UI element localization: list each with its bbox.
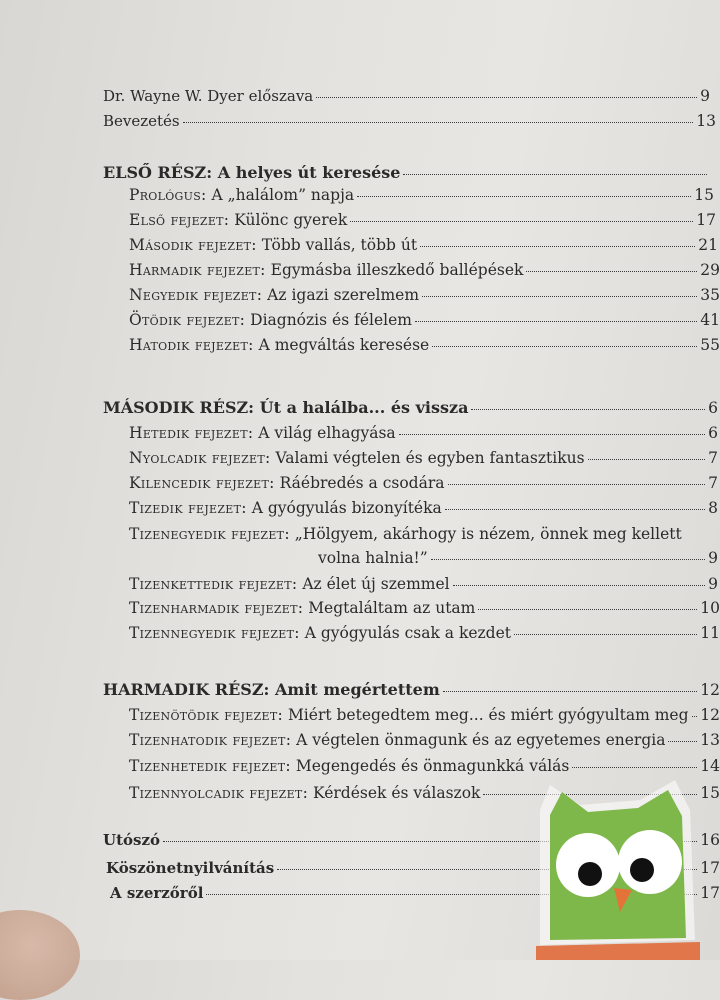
toc-page-number: 6 xyxy=(708,424,718,442)
chapter-title: A gyógyulás csak a kezdet xyxy=(304,624,511,642)
toc-page-number: 9 xyxy=(708,575,718,593)
toc-page-number: 10 xyxy=(700,599,720,617)
chapter-prefix: Hatodik fejezet: xyxy=(129,336,254,354)
leader-dots xyxy=(432,345,697,347)
toc-page-number: 55 xyxy=(700,336,720,354)
chapter-title-continuation: volna halnia!” xyxy=(318,549,428,567)
toc-chapter xyxy=(129,623,720,643)
leader-dots xyxy=(357,195,691,197)
toc-chapter xyxy=(129,423,718,443)
chapter-prefix: Tizenegyedik fejezet: xyxy=(129,525,290,543)
toc-page-number: 12 xyxy=(700,706,720,724)
leader-dots xyxy=(350,220,693,222)
toc-chapter xyxy=(129,185,714,205)
toc-page-number: 21 xyxy=(698,236,718,254)
toc-chapter-continuation xyxy=(318,548,718,568)
leader-dots xyxy=(572,766,697,768)
toc-page-number: 17 xyxy=(696,211,716,229)
toc-page-number: 7 xyxy=(708,449,718,467)
toc-page-number: 29 xyxy=(700,261,720,279)
toc-page-number: 9 xyxy=(708,549,718,567)
leader-dots xyxy=(478,608,697,610)
toc-page-number: 8 xyxy=(708,499,718,517)
chapter-title: Kérdések és válaszok xyxy=(313,784,481,802)
toc-page-number: 41 xyxy=(700,311,720,329)
chapter-title: Az élet új szemmel xyxy=(302,575,450,593)
toc-entry-introduction xyxy=(103,111,716,131)
chapter-title: Az igazi szerelmem xyxy=(267,286,420,304)
toc-chapter xyxy=(129,473,718,493)
toc-entry-label: Utószó xyxy=(103,831,160,849)
toc-page-number: 16 xyxy=(700,831,720,849)
toc-chapter xyxy=(129,335,720,355)
leader-dots xyxy=(183,121,694,123)
toc-page-number: 11 xyxy=(700,624,720,642)
chapter-prefix: Harmadik fejezet: xyxy=(129,261,266,279)
leader-dots xyxy=(403,173,707,175)
toc-chapter xyxy=(129,235,718,255)
chapter-prefix: Nyolcadik fejezet: xyxy=(129,449,271,467)
owl-logo-icon xyxy=(510,770,720,960)
toc-page-number: 15 xyxy=(700,784,720,802)
toc-part-2 xyxy=(103,398,718,418)
toc-page-number: 15 xyxy=(694,186,714,204)
chapter-prefix: Tizenharmadik fejezet: xyxy=(129,599,304,617)
toc-chapter xyxy=(129,524,689,544)
toc-page-number: 17 xyxy=(700,884,720,902)
chapter-prefix: Prológus: xyxy=(129,186,207,204)
chapter-title: Megtaláltam az utam xyxy=(308,599,476,617)
chapter-prefix: Tizenhatodik fejezet: xyxy=(129,731,292,749)
chapter-title: Ráébredés a csodára xyxy=(279,474,445,492)
leader-dots xyxy=(415,320,697,322)
part-title: ELSŐ RÉSZ: A helyes út keresése xyxy=(103,163,401,182)
toc-chapter xyxy=(129,310,720,330)
leader-dots xyxy=(448,483,706,485)
toc-page-number: 7 xyxy=(708,474,718,492)
toc-page-number: 13 xyxy=(700,731,720,749)
toc-chapter xyxy=(129,730,720,750)
leader-dots xyxy=(692,715,698,717)
chapter-title: A világ elhagyása xyxy=(258,424,396,442)
leader-dots xyxy=(420,245,695,247)
leader-dots xyxy=(526,270,697,272)
toc-chapter xyxy=(129,210,716,230)
chapter-title: A gyógyulás bizonyítéka xyxy=(251,499,442,517)
chapter-prefix: Első fejezet: xyxy=(129,211,230,229)
toc-chapter xyxy=(129,448,718,468)
chapter-title: Miért betegedtem meg... és miért gyógyultam meg xyxy=(287,706,689,724)
toc-chapter xyxy=(129,705,720,725)
toc-entry-label: Köszönetnyilvánítás xyxy=(106,859,275,877)
chapter-prefix: Hetedik fejezet: xyxy=(129,424,254,442)
toc-entry-label: Bevezetés xyxy=(103,112,180,130)
toc-entry-foreword xyxy=(103,86,710,106)
toc-page-number: 9 xyxy=(700,87,710,105)
chapter-prefix: Tizenhetedik fejezet: xyxy=(129,757,291,775)
part-title: MÁSODIK RÉSZ: Út a halálba... és vissza xyxy=(103,398,469,417)
leader-dots xyxy=(422,295,697,297)
toc-chapter xyxy=(129,574,718,594)
chapter-prefix: Tizennyolcadik fejezet: xyxy=(129,784,309,802)
toc-page-number: 35 xyxy=(700,286,720,304)
toc-page-number: 13 xyxy=(696,112,716,130)
leader-dots xyxy=(443,690,698,692)
chapter-title: Megengedés és önmagunkká válás xyxy=(295,757,570,775)
chapter-prefix: Tizenötödik fejezet: xyxy=(129,706,283,724)
chapter-prefix: Kilencedik fejezet: xyxy=(129,474,275,492)
chapter-title: A „halálom” napja xyxy=(211,186,355,204)
toc-page-number: 14 xyxy=(700,757,720,775)
chapter-title: Különc gyerek xyxy=(234,211,348,229)
chapter-title: A megváltás keresése xyxy=(258,336,430,354)
toc-chapter xyxy=(129,498,718,518)
chapter-title: „Hölgyem, akárhogy is nézem, önnek meg kellett xyxy=(294,525,682,543)
leader-dots xyxy=(471,408,705,410)
toc-chapter xyxy=(129,260,720,280)
toc-page-number: 6 xyxy=(708,399,718,417)
leader-dots xyxy=(445,508,705,510)
toc-page-number: 17 xyxy=(700,859,720,877)
toc-chapter xyxy=(129,598,720,618)
toc-part-3 xyxy=(103,680,720,700)
leader-dots xyxy=(431,558,705,560)
toc-page-number: 12 xyxy=(700,681,720,699)
chapter-prefix: Tizenkettedik fejezet: xyxy=(129,575,298,593)
chapter-prefix: Második fejezet: xyxy=(129,236,257,254)
part-title: HARMADIK RÉSZ: Amit megértettem xyxy=(103,680,440,699)
chapter-prefix: Tizennegyedik fejezet: xyxy=(129,624,300,642)
toc-chapter xyxy=(129,285,720,305)
toc-part-1 xyxy=(103,163,720,183)
toc-entry-label: Dr. Wayne W. Dyer előszava xyxy=(103,87,314,105)
leader-dots xyxy=(453,584,705,586)
leader-dots xyxy=(588,458,705,460)
chapter-title: Egymásba illeszkedő ballépések xyxy=(270,261,524,279)
chapter-title: A végtelen önmagunk és az egyetemes energia xyxy=(296,731,666,749)
chapter-title: Több vallás, több út xyxy=(261,236,418,254)
toc-entry-label: A szerzőről xyxy=(110,884,204,902)
leader-dots xyxy=(399,433,705,435)
chapter-prefix: Ötödik fejezet: xyxy=(129,311,246,329)
chapter-title: Diagnózis és félelem xyxy=(250,311,412,329)
leader-dots xyxy=(514,633,697,635)
leader-dots xyxy=(316,96,697,98)
chapter-prefix: Negyedik fejezet: xyxy=(129,286,263,304)
leader-dots xyxy=(668,740,697,742)
chapter-prefix: Tizedik fejezet: xyxy=(129,499,247,517)
chapter-title: Valami végtelen és egyben fantasztikus xyxy=(275,449,585,467)
